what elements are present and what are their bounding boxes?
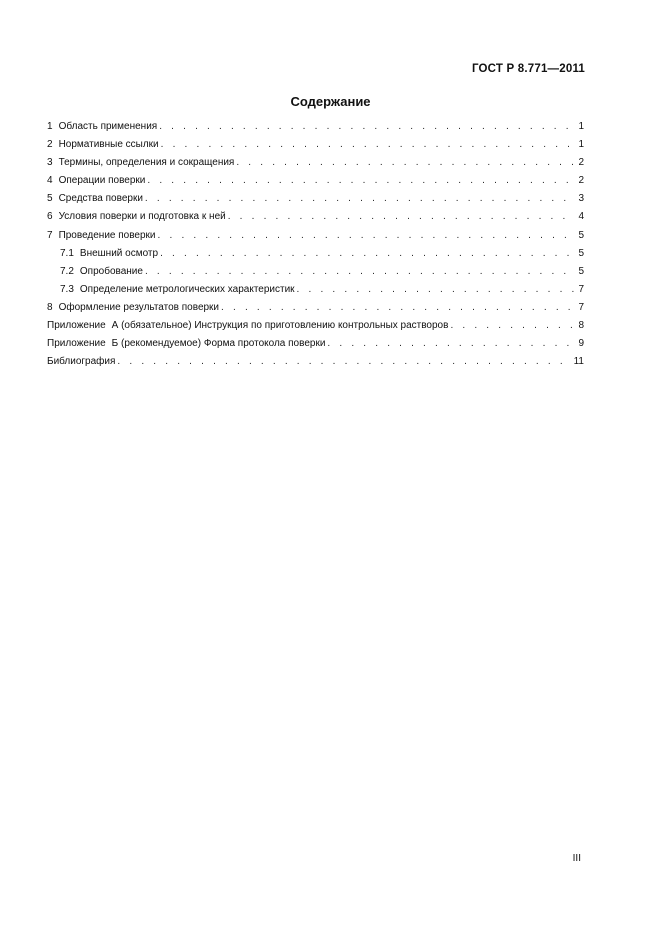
dot-leader (297, 284, 576, 296)
toc-entry-verification-operations[interactable] (47, 175, 584, 193)
toc-entry-page: 5 (578, 229, 584, 241)
toc-entry-number: 1 (47, 121, 53, 132)
toc-entry-number: 7.2 (60, 265, 74, 277)
dot-leader (145, 193, 576, 205)
toc-entry-page: 4 (578, 211, 584, 223)
toc-entry-label: Термины, определения и сокращения (58, 157, 235, 169)
toc-entry-number: 3 (47, 157, 53, 169)
dot-leader (147, 175, 575, 187)
toc-entry-appendix-a[interactable] (47, 320, 584, 338)
toc-entry-page: 1 (578, 121, 584, 132)
dot-leader (161, 139, 576, 151)
toc-entry-page: 2 (578, 157, 584, 169)
toc-entry-scope[interactable] (47, 121, 584, 139)
toc-entry-number: Приложение (47, 338, 106, 350)
dot-leader (228, 211, 576, 223)
toc-entry-conducting-verification[interactable] (47, 230, 584, 248)
table-of-contents (47, 121, 584, 374)
toc-entry-label: Проведение поверки (58, 229, 156, 241)
toc-entry-label: Область применения (58, 121, 158, 132)
dot-leader (158, 230, 576, 242)
toc-entry-label: Библиография (47, 356, 116, 368)
toc-entry-number: 7.3 (60, 283, 74, 295)
toc-entry-label: Нормативные ссылки (58, 139, 159, 151)
dot-leader (450, 320, 575, 332)
toc-entry-label: Условия поверки и подготовка к ней (58, 211, 226, 223)
toc-entry-number: 4 (47, 175, 53, 187)
dot-leader (117, 356, 570, 368)
toc-entry-page: 2 (578, 175, 584, 187)
toc-entry-label: Определение метрологических характеристик (79, 283, 295, 295)
toc-entry-number: 7.1 (60, 247, 74, 259)
toc-entry-testing[interactable] (47, 266, 584, 284)
toc-entry-page: 7 (578, 301, 584, 313)
page-number: III (572, 853, 581, 864)
toc-entry-results[interactable] (47, 302, 584, 320)
toc-entry-page: 3 (578, 193, 584, 205)
toc-entry-page: 5 (578, 247, 584, 259)
toc-entry-number: 2 (47, 139, 53, 151)
toc-entry-appendix-b[interactable] (47, 338, 584, 356)
dot-leader (236, 157, 575, 169)
dot-leader (160, 248, 575, 260)
toc-entry-verification-means[interactable] (47, 193, 584, 211)
toc-title: Содержание (290, 94, 371, 109)
toc-entry-terms[interactable] (47, 157, 584, 175)
toc-entry-page: 5 (578, 265, 584, 277)
toc-entry-label: Оформление результатов поверки (58, 301, 220, 313)
toc-entry-label: Опробование (79, 265, 143, 277)
toc-entry-page: 8 (578, 320, 584, 332)
dot-leader (327, 338, 575, 350)
dot-leader (159, 121, 575, 133)
toc-entry-label: Внешний осмотр (79, 247, 159, 259)
dot-leader (145, 266, 575, 278)
toc-entry-number: 8 (47, 301, 53, 313)
toc-entry-label: Операции поверки (58, 175, 146, 187)
toc-entry-label: Средства поверки (58, 193, 143, 205)
toc-entry-normative-references[interactable] (47, 139, 584, 157)
toc-entry-number: 6 (47, 211, 53, 223)
toc-entry-label: А (обязательное) Инструкция по приготовлению контрольных растворов (111, 320, 449, 332)
toc-entry-page: 11 (573, 356, 584, 368)
toc-entry-page: 1 (578, 139, 584, 151)
toc-entry-bibliography[interactable] (47, 356, 584, 374)
toc-entry-external-inspection[interactable] (47, 248, 584, 266)
toc-entry-page: 7 (578, 283, 584, 295)
toc-entry-metrological-characteristics[interactable] (47, 284, 584, 302)
toc-entry-conditions[interactable] (47, 211, 584, 229)
toc-entry-label: Б (рекомендуемое) Форма протокола поверки (111, 338, 326, 350)
dot-leader (221, 302, 575, 314)
toc-entry-number: 5 (47, 193, 53, 205)
document-code: ГОСТ Р 8.771—2011 (471, 63, 585, 75)
toc-entry-number: 7 (47, 229, 53, 241)
toc-entry-number: Приложение (47, 320, 106, 332)
toc-entry-page: 9 (578, 338, 584, 350)
